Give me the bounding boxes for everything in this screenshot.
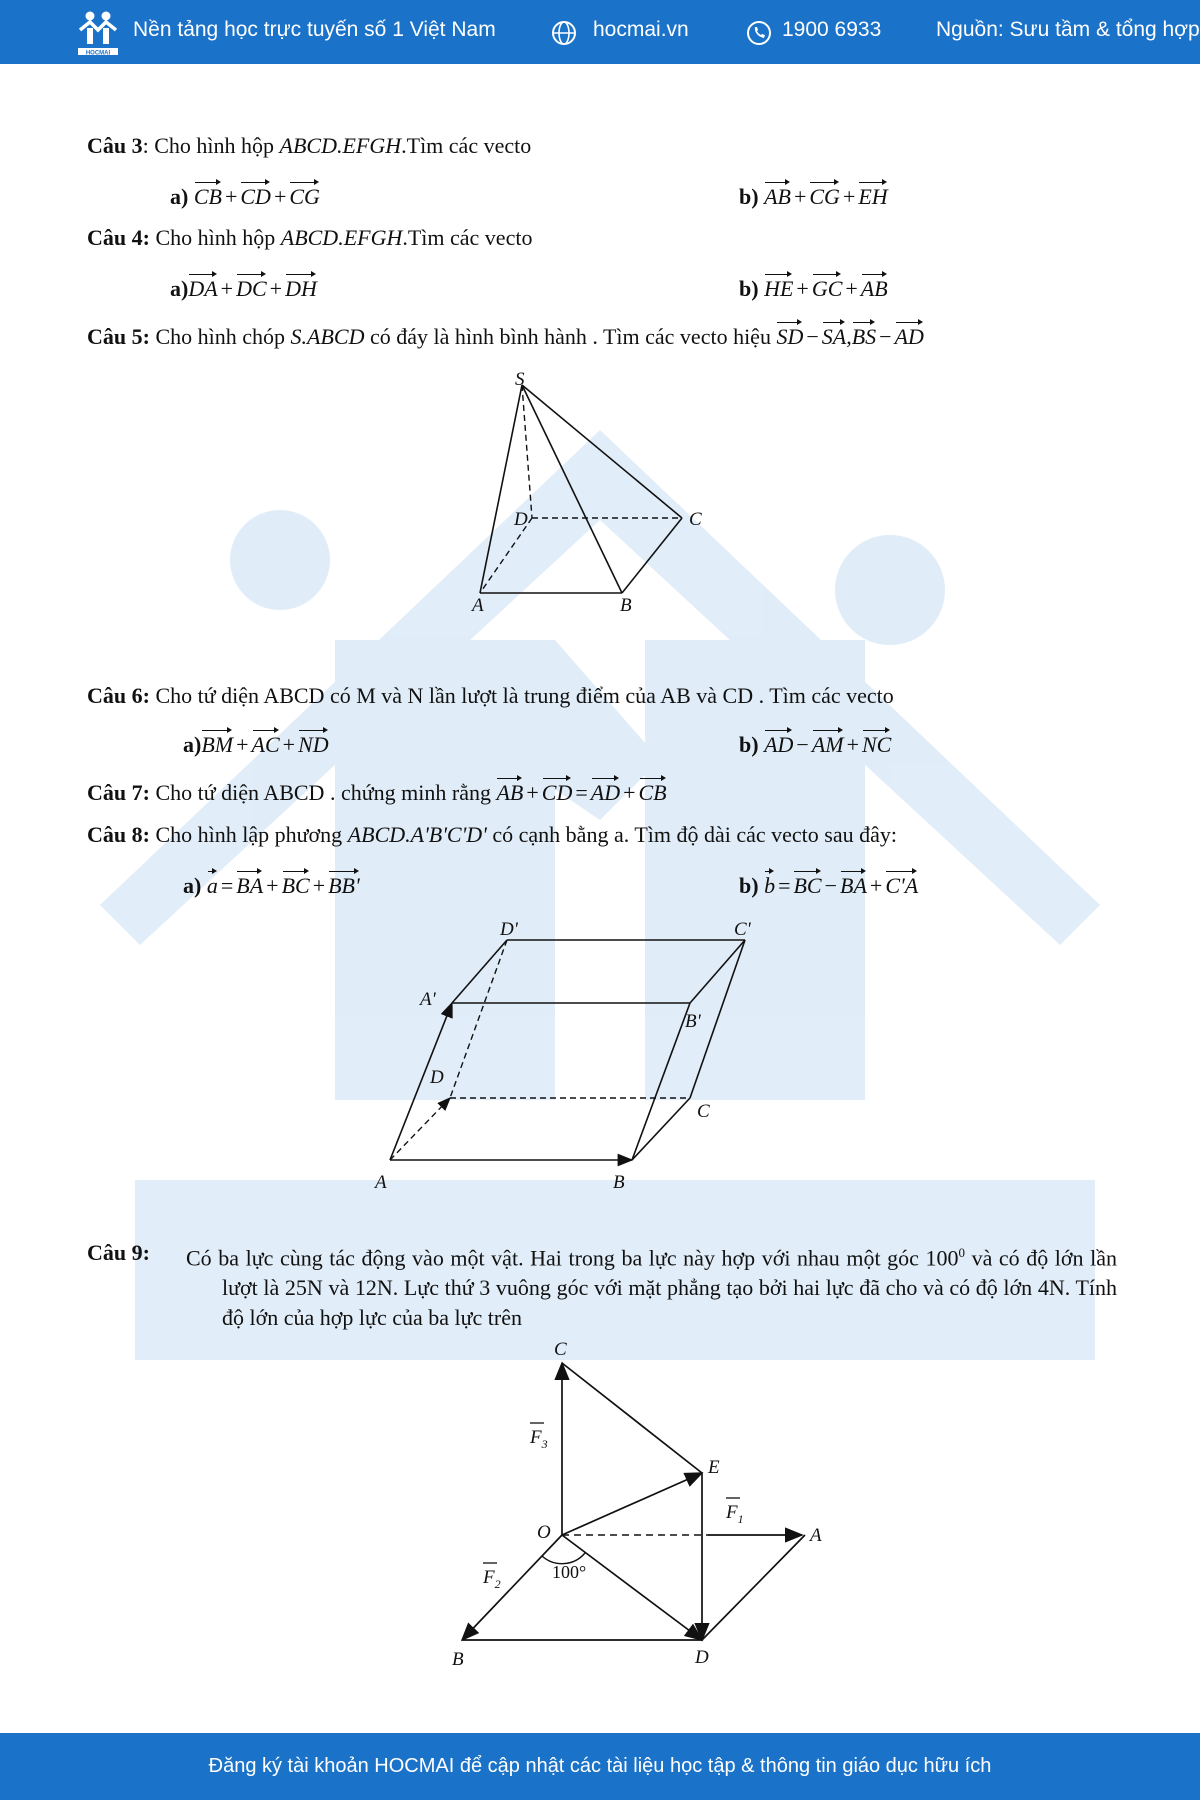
fig2-label-b-prime: B' xyxy=(685,1011,701,1032)
question-3-part-a: a) CB + CD + CG xyxy=(170,180,320,210)
question-5: Câu 5: Cho hình chóp S.ABCD có đáy là hình bình hành . Tìm các vecto hiệu SD − SA,BS − AD xyxy=(87,320,924,350)
question-8-part-a: a) a = BA + BC + BB' xyxy=(183,869,360,899)
header-source: Nguồn: Sưu tầm & tổng hợp xyxy=(936,18,1200,41)
site-footer: Đăng ký tài khoản HOCMAI để cập nhật các tài liệu học tập & thông tin giáo dục hữu ích xyxy=(0,1733,1200,1800)
cube-figure xyxy=(375,915,760,1195)
angle-label: 100° xyxy=(552,1562,587,1582)
question-9-label: Câu 9: xyxy=(87,1240,150,1265)
question-6-part-b: b) AD − AM + NC xyxy=(739,728,891,758)
fig2-label-d: D xyxy=(430,1067,444,1088)
fig2-label-d-prime: D' xyxy=(500,919,518,940)
fig1-label-a: A xyxy=(472,595,484,616)
question-4-part-a: a)DA + DC + DH xyxy=(170,272,317,302)
fig3-label-d: D xyxy=(695,1647,709,1668)
fig1-label-s: S xyxy=(515,369,525,390)
fig1-label-c: C xyxy=(689,509,702,530)
force-f2-label: $F_2$ xyxy=(483,1567,501,1591)
question-9-text: Có ba lực cùng tác động vào một vật. Hai trong ba lực này hợp với nhau một góc $100^0$ và có độ lớn lần lượt là 25N và 12N. Lực thứ 3 vuông góc với mặt phẳng tạo bởi hai lực đã cho và có độ lớn 4N. Tính độ lớn của hợp lực của ba lực trên xyxy=(186,1245,1117,1331)
pyramid-figure xyxy=(460,369,720,616)
fig3-label-a: A xyxy=(810,1525,822,1546)
fig2-label-c: C xyxy=(697,1101,710,1122)
question-7: Câu 7: Cho tứ diện ABCD . chứng minh rằng AB + CD = AD + CB xyxy=(87,776,667,806)
fig2-label-a-prime: A' xyxy=(420,989,436,1010)
fig2-label-c-prime: C' xyxy=(734,919,751,940)
header-hotline[interactable]: 1900 6933 xyxy=(782,18,882,41)
fig1-label-d: D xyxy=(514,509,528,530)
fig3-label-b: B xyxy=(452,1649,464,1670)
fig2-label-b: B xyxy=(613,1172,625,1193)
question-8-part-b: b) b = BC − BA + C'A xyxy=(739,869,918,899)
question-6: Câu 6: Cho tứ diện ABCD có M và N lần lượt là trung điểm của AB và CD . Tìm các vecto xyxy=(87,683,894,708)
logo-text: HOCMAI xyxy=(85,50,111,57)
question-3-part-b: b) AB + CG + EH xyxy=(739,180,888,210)
question-3: Câu 3: Cho hình hộp ABCD.EFGH.Tìm các vecto xyxy=(87,133,532,158)
header-website-link[interactable]: hocmai.vn xyxy=(593,18,689,41)
fig3-label-c: C xyxy=(554,1339,567,1360)
header-slogan: Nền tảng học trực tuyến số 1 Việt Nam xyxy=(133,18,496,41)
question-4: Câu 4: Cho hình hộp ABCD.EFGH.Tìm các vecto xyxy=(87,225,533,250)
force-f1-label: $F_1$ xyxy=(726,1502,744,1526)
fig3-label-o: O xyxy=(537,1522,551,1543)
question-6-part-a: a)BM + AC + ND xyxy=(183,728,329,758)
fig3-label-e: E xyxy=(708,1457,720,1478)
fig1-label-b: B xyxy=(620,595,632,616)
forces-figure xyxy=(440,1335,840,1685)
question-4-part-b: b) HE + GC + AB xyxy=(739,272,888,302)
fig2-label-a: A xyxy=(375,1172,387,1193)
force-f3-label: $F_3$ xyxy=(530,1427,548,1451)
question-8: Câu 8: Cho hình lập phương ABCD.A'B'C'D' có cạnh bằng a. Tìm độ dài các vecto sau đây: xyxy=(87,822,897,847)
